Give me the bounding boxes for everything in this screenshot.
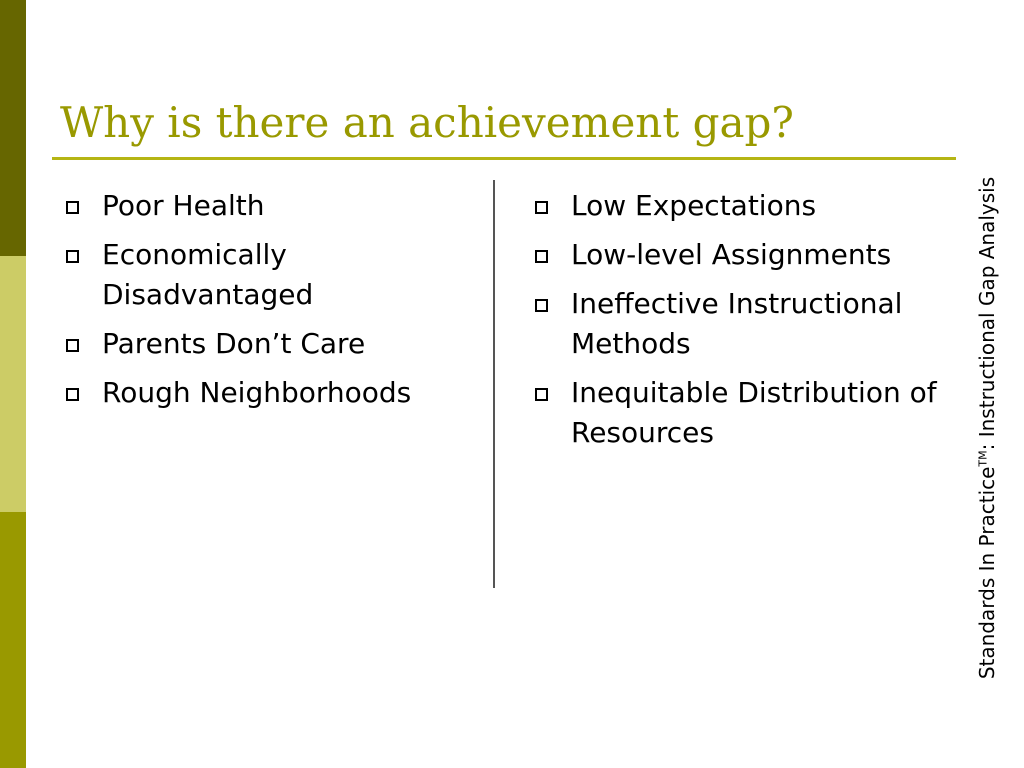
side-bar-bottom <box>0 512 26 768</box>
square-bullet-icon <box>535 388 548 401</box>
vertical-footer-caption <box>975 128 999 728</box>
square-bullet-icon <box>66 339 79 352</box>
list-item <box>535 373 965 453</box>
side-bar-top <box>0 0 26 256</box>
bullet-text: Poor Health <box>102 189 265 222</box>
bullet-text: Rough Neighborhoods <box>102 376 412 409</box>
title-underline <box>52 157 956 160</box>
caption-suffix: : Instructional Gap Analysis <box>975 176 999 451</box>
right-bullet-list <box>535 186 965 462</box>
list-item <box>66 235 486 315</box>
left-bullet-list <box>66 186 486 422</box>
square-bullet-icon <box>66 250 79 263</box>
slide-title: Why is there an achievement gap? <box>60 98 794 147</box>
list-item <box>66 324 486 364</box>
trademark-mark: TM <box>976 450 990 467</box>
list-item <box>535 235 965 275</box>
square-bullet-icon <box>535 250 548 263</box>
list-item <box>535 284 965 364</box>
bullet-text: Low Expectations <box>571 189 817 222</box>
square-bullet-icon <box>66 201 79 214</box>
bullet-text: Parents Don’t Care <box>102 327 366 360</box>
bullet-text: Low-level Assignments <box>571 238 892 271</box>
bullet-text: Economically Disadvantaged <box>102 238 314 311</box>
square-bullet-icon <box>535 299 548 312</box>
bullet-text: Ineffective Instructional Methods <box>571 287 903 360</box>
bullet-text: Inequitable Distribution of Resources <box>571 376 937 449</box>
column-divider <box>493 180 495 588</box>
list-item <box>66 186 486 226</box>
square-bullet-icon <box>535 201 548 214</box>
square-bullet-icon <box>66 388 79 401</box>
list-item <box>66 373 486 413</box>
list-item <box>535 186 965 226</box>
side-bar-middle <box>0 256 26 512</box>
caption-prefix: Standards In Practice <box>975 466 999 680</box>
